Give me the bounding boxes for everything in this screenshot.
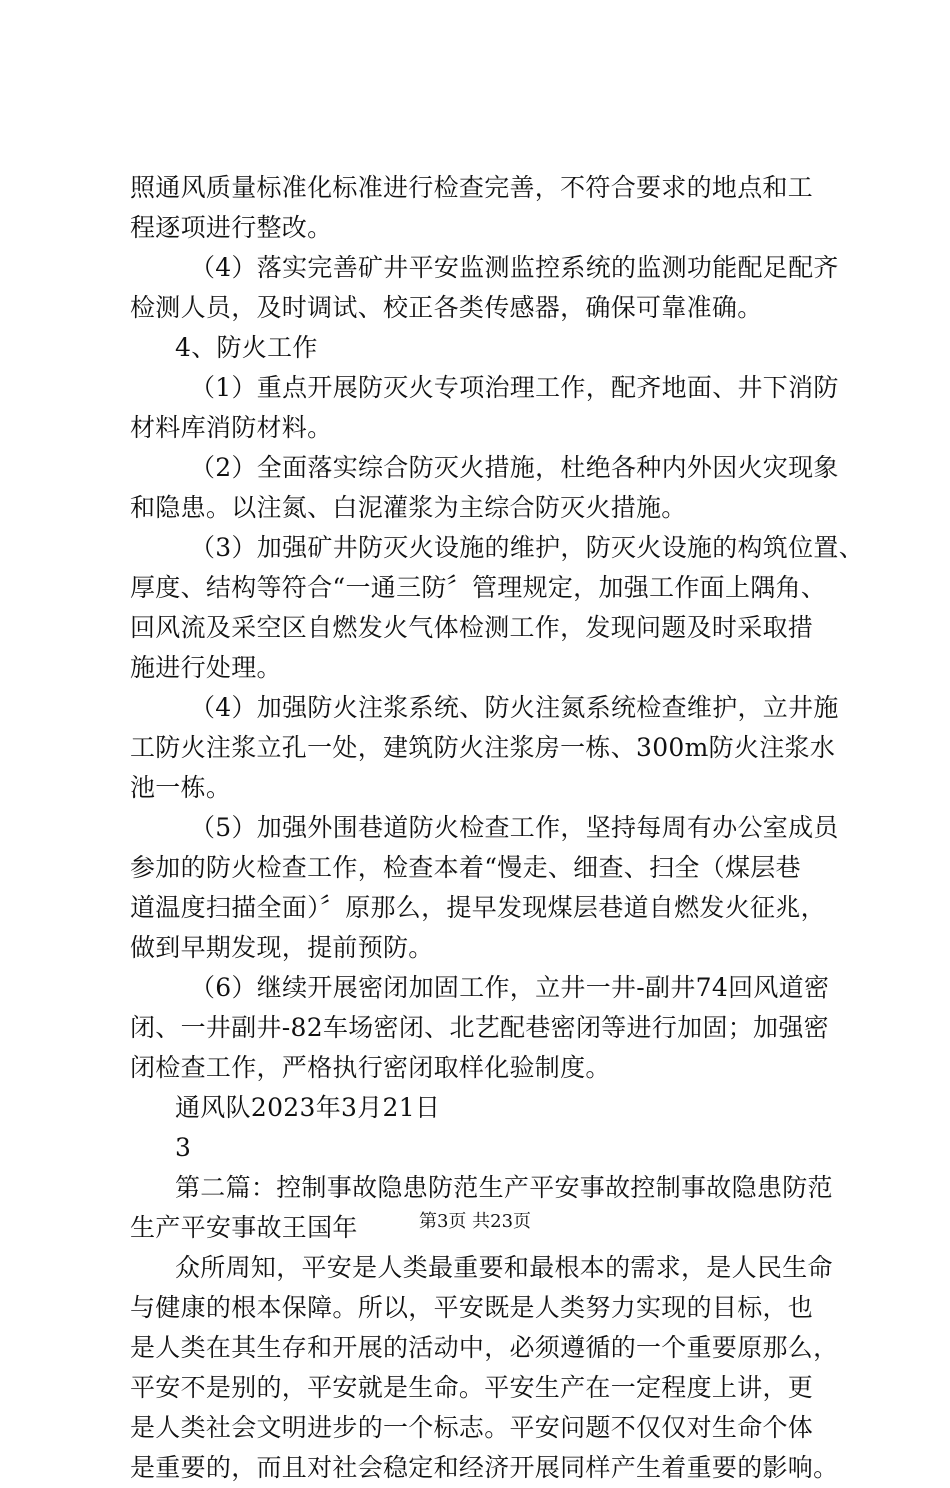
text-line: 程逐项进行整改。 — [130, 213, 333, 242]
text-line: 池一栋。 — [130, 773, 232, 802]
text-line: （3）加强矿井防灭火设施的维护，防灭火设施的构筑位置、 — [190, 533, 865, 562]
document-body — [130, 168, 865, 1488]
text-line: 材料库消防材料。 — [130, 413, 333, 442]
text-line: 通风队2023年3月21日 — [175, 1093, 441, 1122]
text-line: 参加的防火检查工作，检查本着“慢走、细查、扫全（煤层巷 — [130, 853, 801, 882]
text-line: （4）加强防火注浆系统、防火注氮系统检查维护，立井施 — [190, 693, 839, 722]
text-line: 照通风质量标准化标准进行检查完善，不符合要求的地点和工 — [130, 173, 814, 202]
text-line: 回风流及采空区自燃发火气体检测工作，发现问题及时采取措 — [130, 613, 814, 642]
text-line: 厚度、结构等符合“一通三防〞管理规定，加强工作面上隅角、 — [130, 573, 827, 602]
text-line: 3 — [175, 1133, 192, 1162]
text-line: 第二篇：控制事故隐患防范生产平安事故控制事故隐患防范 — [175, 1173, 833, 1202]
text-line: 做到早期发现，提前预防。 — [130, 933, 434, 962]
page-number-footer: 第3页 共23页 — [418, 1211, 532, 1232]
text-line: （4）落实完善矿井平安监测监控系统的监测功能配足配齐 — [190, 253, 839, 282]
text-line: 和隐患。以注氮、白泥灌浆为主综合防灭火措施。 — [130, 493, 687, 522]
text-line: 工防火注浆立孔一处，建筑防火注浆房一栋、300m防火注浆水 — [130, 733, 836, 762]
text-line: （2）全面落实综合防灭火措施，杜绝各种内外因火灾现象 — [190, 453, 839, 482]
text-line: 生产平安事故王国年 — [130, 1213, 358, 1242]
text-line: 4、防火工作 — [175, 333, 318, 362]
text-line: 检测人员，及时调试、校正各类传感器，确保可靠准确。 — [130, 293, 763, 322]
text-line: 闭、一井副井-82车场密闭、北艺配巷密闭等进行加固；加强密 — [130, 1013, 829, 1042]
text-line: 平安不是别的，平安就是生命。平安生产在一定程度上讲，更 — [130, 1373, 814, 1402]
text-line: 道温度扫描全面）〞原那么，提早发现煤层巷道自燃发火征兆， — [130, 893, 826, 922]
text-line: 闭检查工作，严格执行密闭取样化验制度。 — [130, 1053, 611, 1082]
text-line: （1）重点开展防灭火专项治理工作，配齐地面、井下消防 — [190, 373, 839, 402]
text-line: （6）继续开展密闭加固工作，立井一井-副井74回风道密 — [190, 973, 830, 1002]
text-line: 与健康的根本保障。所以，平安既是人类努力实现的目标，也 — [130, 1293, 814, 1322]
text-line: 众所周知，平安是人类最重要和最根本的需求，是人民生命 — [175, 1253, 833, 1282]
text-line: 是重要的，而且对社会稳定和经济开展同样产生着重要的影响。 — [130, 1453, 839, 1482]
text-line: （5）加强外围巷道防火检查工作，坚持每周有办公室成员 — [190, 813, 839, 842]
text-line: 是人类在其生存和开展的活动中，必须遵循的一个重要原那么， — [130, 1333, 839, 1362]
text-line: 是人类社会文明进步的一个标志。平安问题不仅仅对生命个体 — [130, 1413, 814, 1442]
text-line: 施进行处理。 — [130, 653, 282, 682]
